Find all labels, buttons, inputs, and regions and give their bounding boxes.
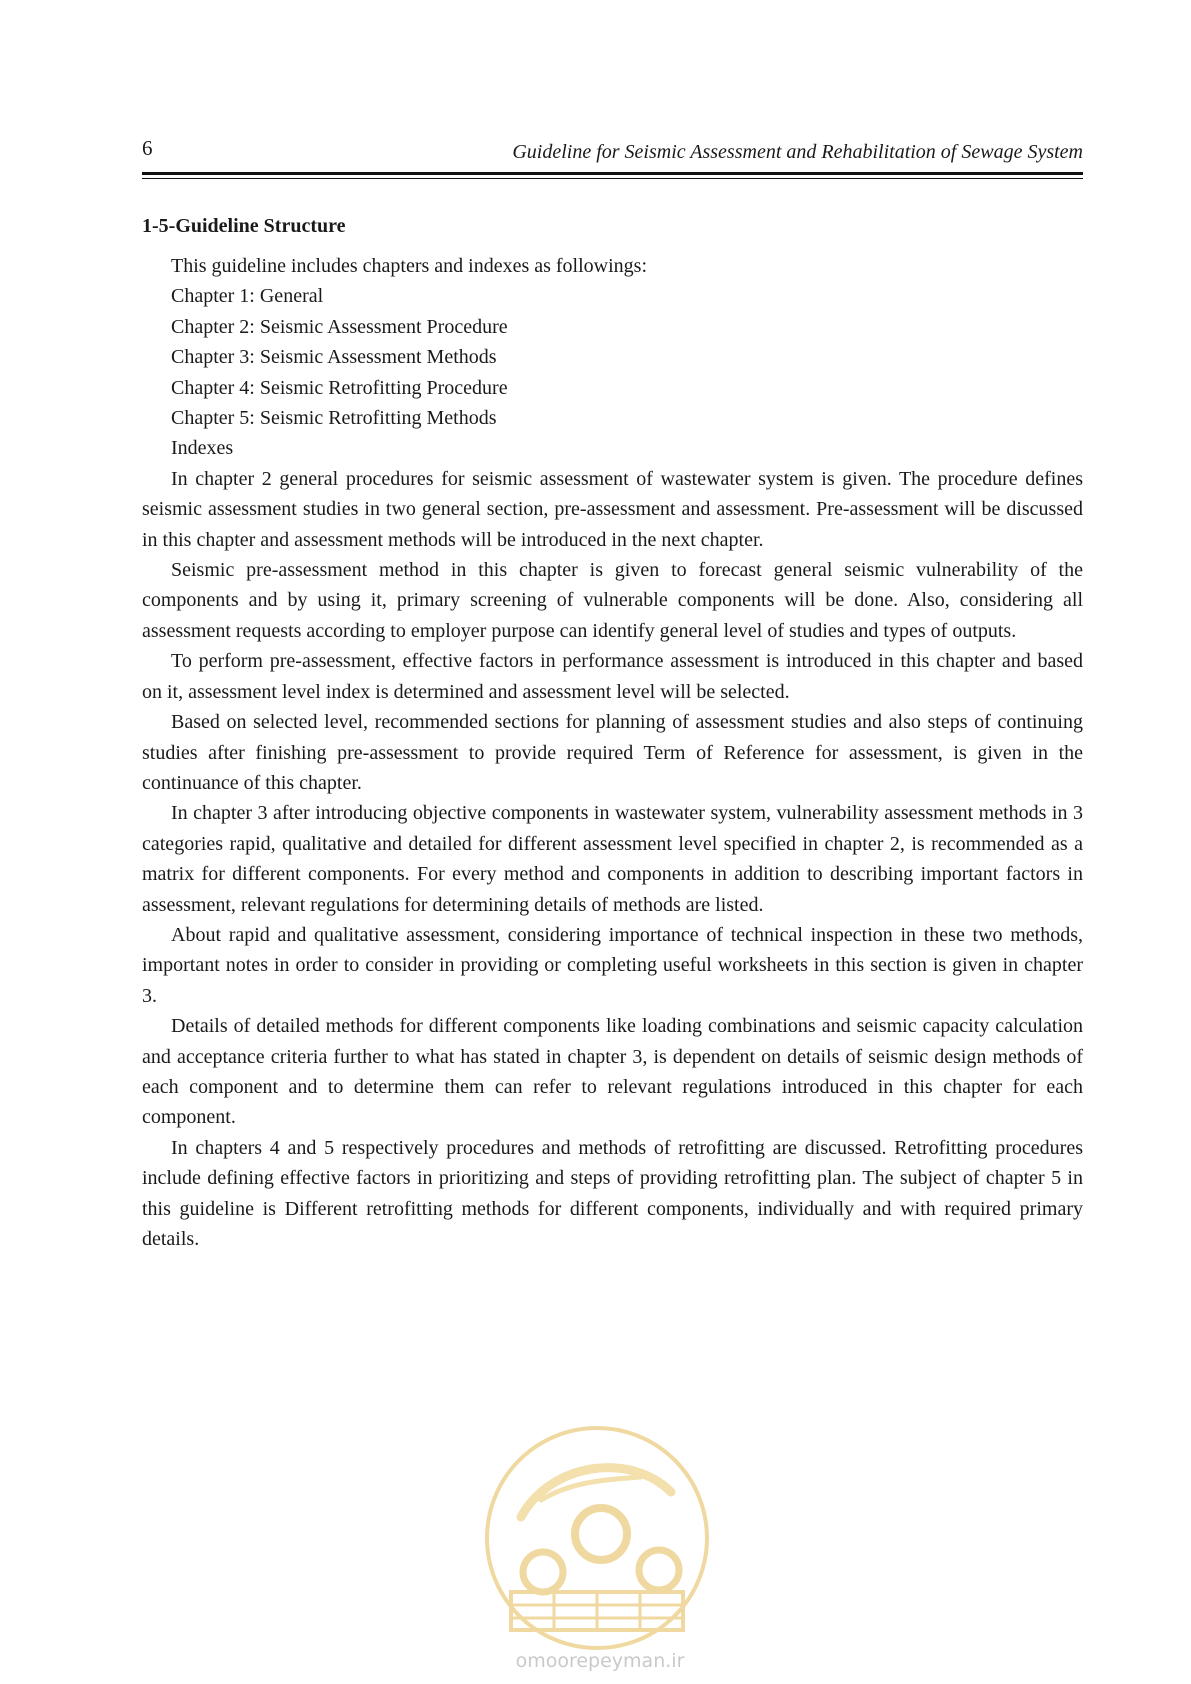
section-title: 1-5-Guideline Structure	[142, 215, 346, 237]
header-rule-thin	[142, 178, 1083, 179]
body-paragraph: Seismic pre-assessment method in this chapter is given to forecast general seismic vulnerability of the components and by using it, primary screening of vulnerable components will be done. Also, considering all assessment requests according to employer purpose can identify general level of studies and types of outputs.	[142, 559, 1083, 642]
header-rule	[142, 172, 1083, 175]
body-paragraph: In chapters 4 and 5 respectively procedures and methods of retrofitting are discussed. Retrofitting procedures include defining effective factors in prioritizing and steps of providing retrofitting plan. The subject of chapter 5 in this guideline is Different retrofitting methods for different components, individually and with required primary details.	[142, 1136, 1083, 1250]
body-paragraph: Based on selected level, recommended sections for planning of assessment studies and also steps of continuing studies after finishing pre-assessment to provide required Term of Reference for assessment, is given in the continuance of this chapter.	[142, 711, 1083, 794]
page-body	[142, 212, 1083, 1254]
omoorepeyman-seal-icon	[481, 1422, 713, 1654]
body-paragraph: Details of detailed methods for different components like loading combinations and seismic capacity calculation and acceptance criteria further to what has stated in chapter 3, is dependent on details of seismic design methods of each component and to determine them can refer to relevant regulations introduced in this chapter for each component.	[142, 1015, 1083, 1129]
watermark-site-label: omoorepeyman.ir	[515, 1650, 685, 1672]
body-paragraph: In chapter 2 general procedures for seismic assessment of wastewater system is given. The procedure defines seismic assessment studies in two general section, pre-assessment and assessment. Pre-assessment will be discussed in this chapter and assessment methods will be introduced in the next chapter.	[142, 467, 1083, 551]
chapter-list-item: Chapter 5: Seismic Retrofitting Methods	[171, 407, 497, 430]
body-paragraph: To perform pre-assessment, effective factors in performance assessment is introduced in this chapter and based on it, assessment level index is determined and assessment level will be selected.	[142, 650, 1083, 703]
chapter-list-item: Chapter 2: Seismic Assessment Procedure	[171, 315, 508, 338]
body-paragraph: About rapid and qualitative assessment, considering importance of technical inspection in these two methods, important notes in order to consider in providing or completing useful worksheets in this section is given in chapter 3.	[142, 923, 1083, 1007]
running-header: Guideline for Seismic Assessment and Rehabilitation of Sewage System	[512, 141, 1083, 163]
intro-line: This guideline includes chapters and indexes as followings:	[171, 255, 648, 277]
chapter-list-item: Chapter 1: General	[171, 285, 324, 308]
chapter-list-item: Chapter 3: Seismic Assessment Methods	[171, 346, 497, 369]
body-paragraph: In chapter 3 after introducing objective components in wastewater system, vulnerability assessment methods in 3 categories rapid, qualitative and detailed for different assessment level specified in chapter 2, is recommended as a matrix for different components. For every method and components in addition to describing important factors in assessment, relevant regulations for determining details of methods are listed.	[142, 802, 1083, 916]
chapter-list-item: Chapter 4: Seismic Retrofitting Procedure	[171, 376, 508, 399]
chapter-list-item: Indexes	[171, 437, 234, 460]
page-number: 6	[142, 136, 153, 160]
